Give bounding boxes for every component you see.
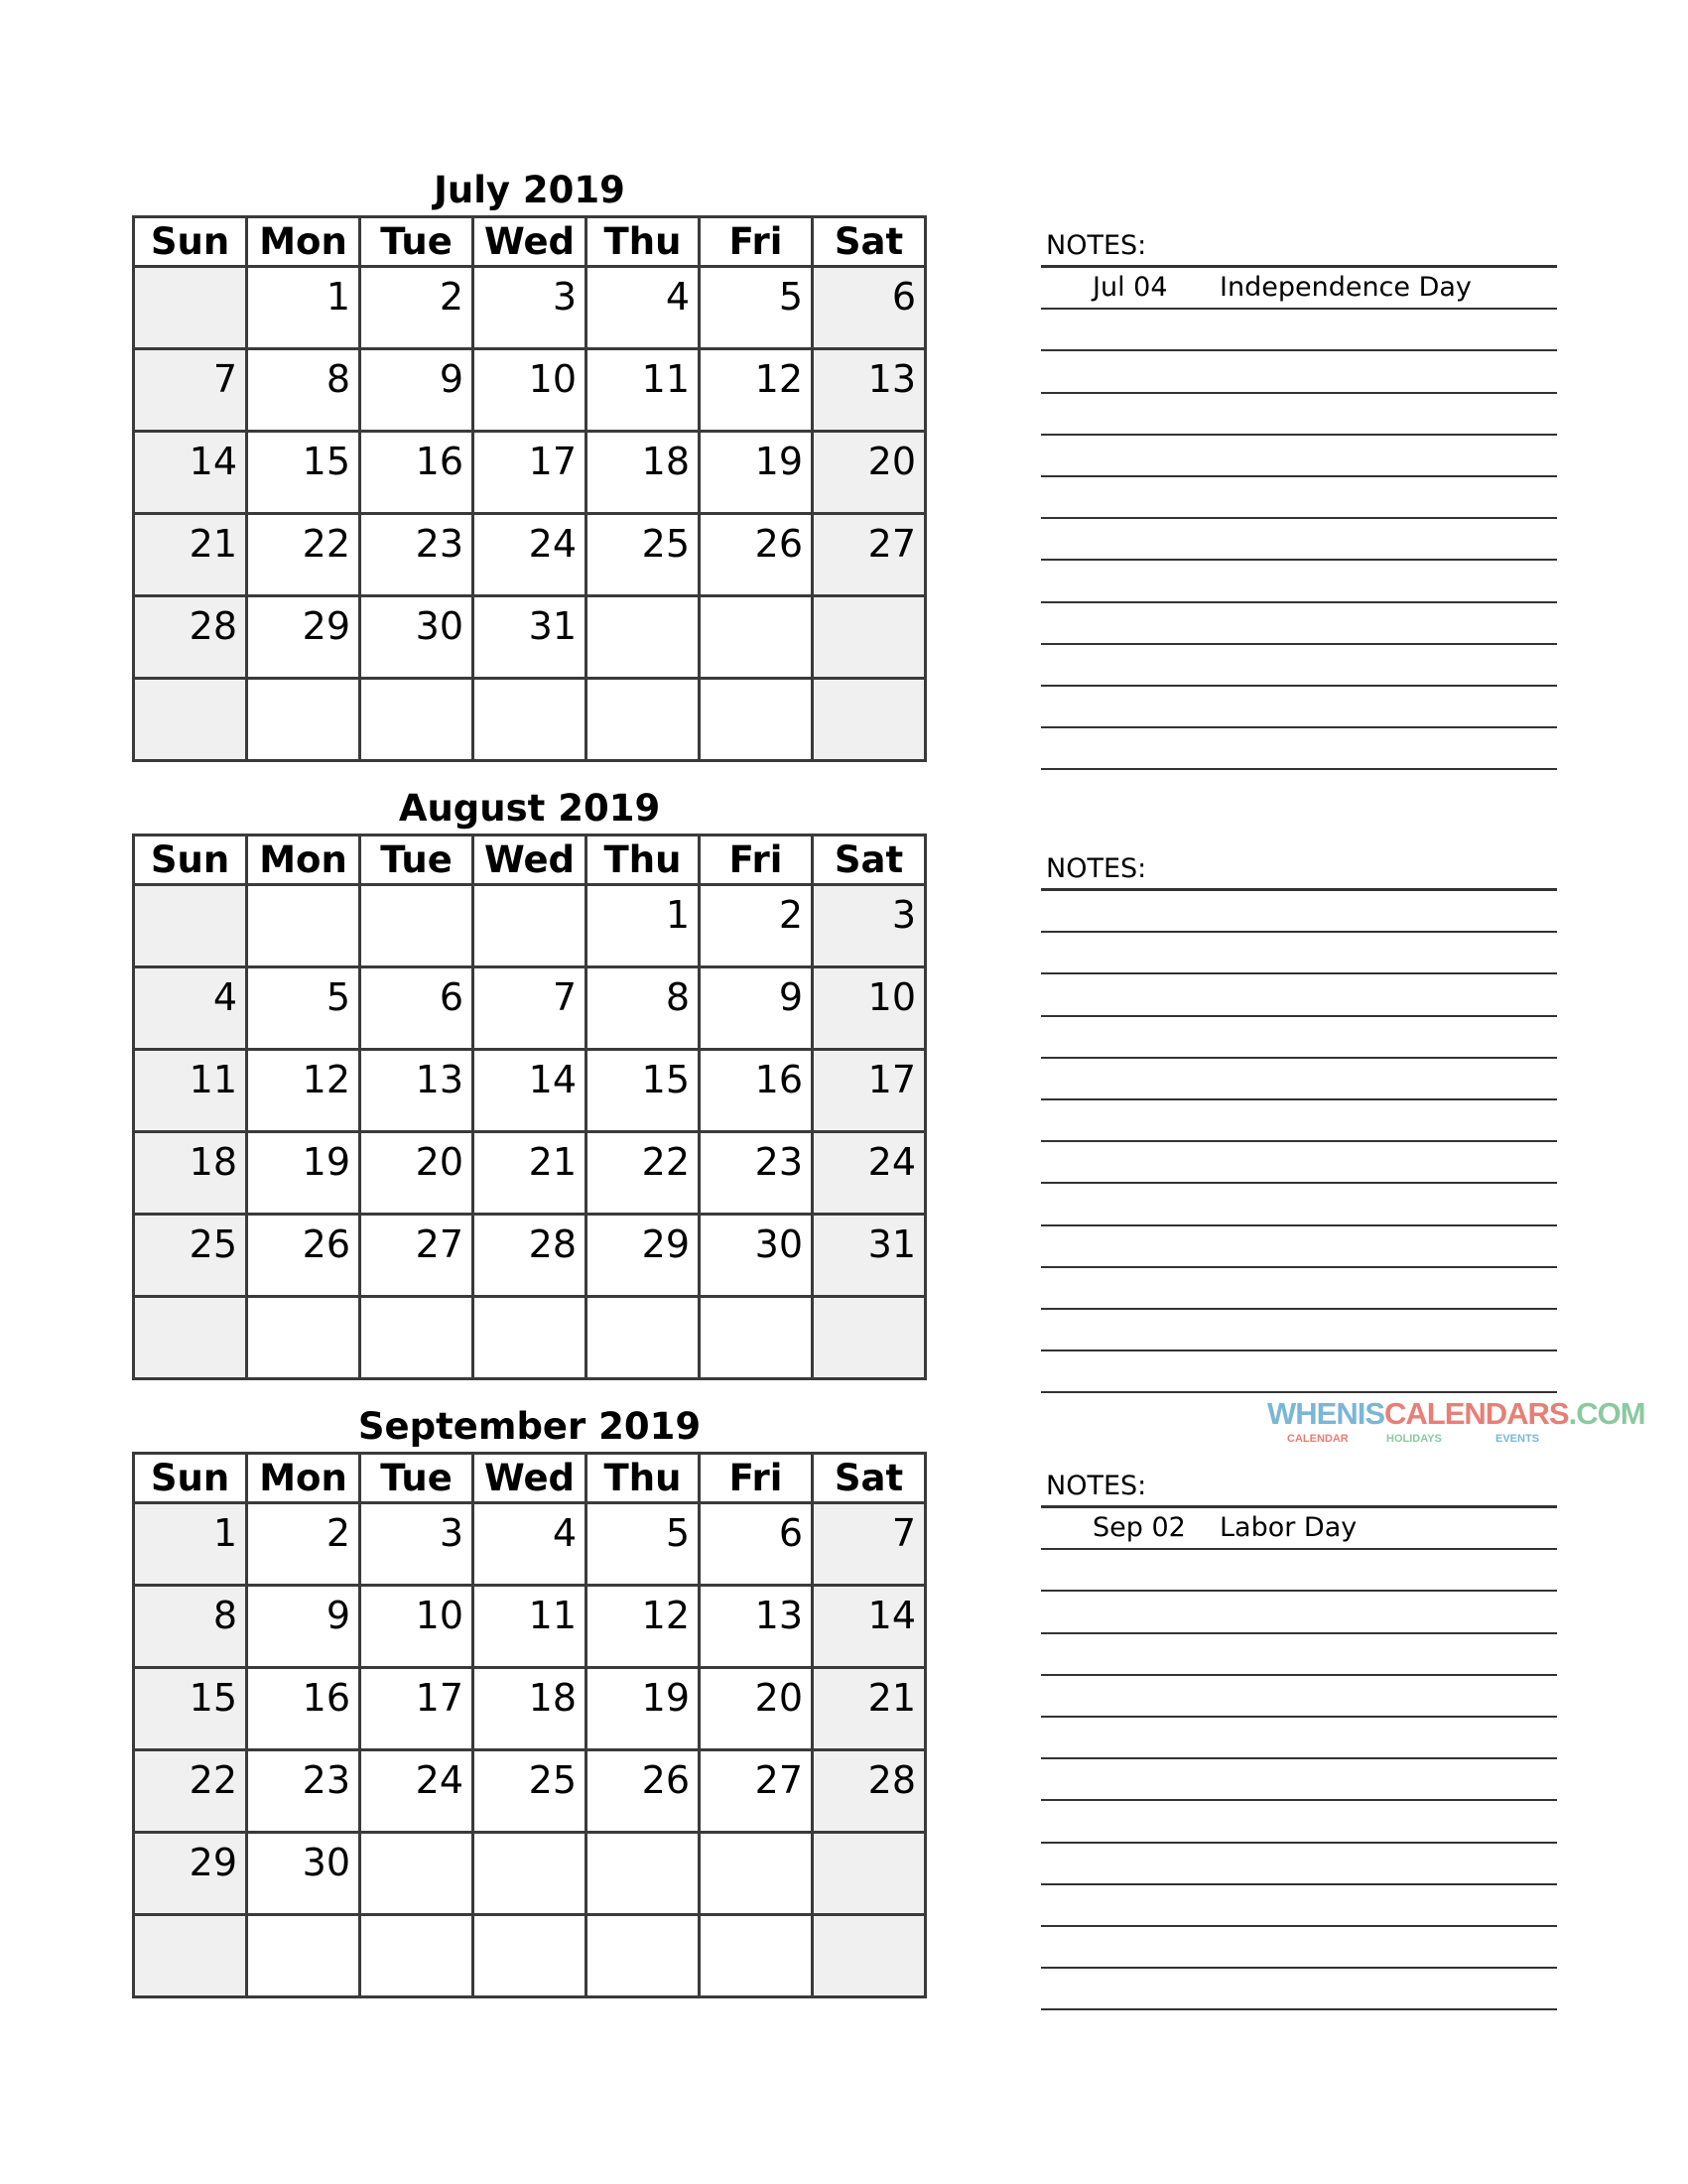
week-row <box>134 1586 926 1668</box>
day-cell: 17 <box>473 432 586 514</box>
day-cell: 8 <box>247 349 360 432</box>
notes-line[interactable] <box>1041 1802 1557 1844</box>
day-cell: 13 <box>813 349 926 432</box>
notes-label: NOTES: <box>1046 1471 1147 1501</box>
month-grid <box>132 215 927 762</box>
day-cell <box>586 1297 700 1379</box>
day-cell: 3 <box>473 267 586 349</box>
week-row <box>134 267 926 349</box>
day-cell <box>134 679 247 761</box>
day-cell: 19 <box>247 1132 360 1215</box>
day-cell: 21 <box>134 514 247 596</box>
day-cell: 8 <box>134 1586 247 1668</box>
notes-label: NOTES: <box>1046 853 1147 884</box>
day-cell <box>473 885 586 967</box>
notes-label: NOTES: <box>1046 230 1147 261</box>
day-cell: 24 <box>813 1132 926 1215</box>
day-cell: 26 <box>247 1215 360 1297</box>
notes-line[interactable] <box>1041 1059 1557 1100</box>
day-cell <box>247 1297 360 1379</box>
day-cell: 5 <box>247 967 360 1050</box>
day-cell: 10 <box>360 1586 473 1668</box>
notes-line[interactable] <box>1041 1142 1557 1184</box>
notes-line[interactable] <box>1041 519 1557 561</box>
day-cell: 20 <box>360 1132 473 1215</box>
day-cell: 5 <box>586 1503 700 1586</box>
day-cell: 11 <box>473 1586 586 1668</box>
weekday-header-row <box>134 1454 926 1503</box>
day-cell: 8 <box>586 967 700 1050</box>
week-row <box>134 1668 926 1750</box>
day-cell: 28 <box>134 596 247 679</box>
notes-line[interactable] <box>1041 687 1557 728</box>
weekday-header: Mon <box>247 835 360 885</box>
day-cell: 30 <box>247 1833 360 1915</box>
day-cell: 12 <box>586 1586 700 1668</box>
day-cell: 14 <box>473 1050 586 1132</box>
day-cell: 29 <box>247 596 360 679</box>
day-cell <box>700 1297 813 1379</box>
notes-line[interactable] <box>1041 310 1557 351</box>
notes-line[interactable] <box>1041 1718 1557 1759</box>
day-cell: 13 <box>700 1586 813 1668</box>
day-cell <box>360 1833 473 1915</box>
day-cell: 14 <box>813 1586 926 1668</box>
notes-line[interactable] <box>1041 603 1557 645</box>
day-cell: 24 <box>473 514 586 596</box>
notes-line[interactable] <box>1041 268 1557 310</box>
logo-sub-holidays: HOLIDAYS <box>1386 1433 1442 1445</box>
weekday-header: Wed <box>473 217 586 267</box>
week-row <box>134 349 926 432</box>
day-cell: 26 <box>586 1750 700 1833</box>
day-cell <box>813 1915 926 1997</box>
day-cell <box>813 596 926 679</box>
day-cell: 25 <box>586 514 700 596</box>
day-cell: 6 <box>360 967 473 1050</box>
week-row <box>134 1833 926 1915</box>
day-cell: 16 <box>247 1668 360 1750</box>
logo-part-whenis: WHENIS <box>1267 1396 1384 1431</box>
day-cell: 15 <box>134 1668 247 1750</box>
day-cell: 27 <box>700 1750 813 1833</box>
weekday-header: Tue <box>360 217 473 267</box>
week-row <box>134 1503 926 1586</box>
site-logo <box>1267 1396 1645 1447</box>
day-cell <box>360 1297 473 1379</box>
day-cell: 17 <box>813 1050 926 1132</box>
day-cell: 29 <box>586 1215 700 1297</box>
notes-line[interactable] <box>1041 1017 1557 1059</box>
notes-line[interactable] <box>1041 849 1557 891</box>
day-cell: 22 <box>247 514 360 596</box>
notes-line[interactable] <box>1041 1550 1557 1592</box>
week-row <box>134 885 926 967</box>
day-cell <box>473 1915 586 1997</box>
day-cell: 2 <box>247 1503 360 1586</box>
week-row <box>134 432 926 514</box>
weekday-header: Sat <box>813 217 926 267</box>
note-date: Sep 02 <box>1093 1512 1186 1544</box>
day-cell: 6 <box>700 1503 813 1586</box>
logo-part-calendars: CALENDARS <box>1384 1396 1569 1431</box>
weekday-header-row <box>134 835 926 885</box>
day-cell <box>360 679 473 761</box>
day-cell: 4 <box>134 967 247 1050</box>
day-cell: 18 <box>134 1132 247 1215</box>
day-cell: 2 <box>700 885 813 967</box>
notes-line[interactable] <box>1041 975 1557 1017</box>
day-cell <box>813 1833 926 1915</box>
notes-line[interactable] <box>1041 728 1557 770</box>
week-row <box>134 596 926 679</box>
day-cell <box>700 1833 813 1915</box>
notes-line[interactable] <box>1041 933 1557 974</box>
day-cell: 2 <box>360 267 473 349</box>
day-cell: 18 <box>586 432 700 514</box>
weekday-header: Sun <box>134 1454 247 1503</box>
notes-line[interactable] <box>1041 1351 1557 1393</box>
logo-part-com: .COM <box>1568 1396 1645 1431</box>
weekday-header: Tue <box>360 1454 473 1503</box>
notes-line[interactable] <box>1041 436 1557 477</box>
day-cell: 9 <box>360 349 473 432</box>
week-row <box>134 514 926 596</box>
notes-line[interactable] <box>1041 1508 1557 1550</box>
day-cell <box>134 267 247 349</box>
day-cell <box>586 679 700 761</box>
week-row <box>134 1132 926 1215</box>
notes-line[interactable] <box>1041 1885 1557 1927</box>
day-cell: 1 <box>586 885 700 967</box>
day-cell: 31 <box>473 596 586 679</box>
notes-line[interactable] <box>1041 1634 1557 1676</box>
notes-line[interactable] <box>1041 1467 1557 1508</box>
notes-line[interactable] <box>1041 1185 1557 1226</box>
notes-line[interactable] <box>1041 226 1557 268</box>
day-cell: 9 <box>700 967 813 1050</box>
day-cell <box>813 1297 926 1379</box>
day-cell <box>586 596 700 679</box>
day-cell: 28 <box>473 1215 586 1297</box>
weekday-header: Mon <box>247 1454 360 1503</box>
week-row <box>134 679 926 761</box>
weekday-header: Sat <box>813 1454 926 1503</box>
day-cell <box>247 885 360 967</box>
month-title: August 2019 <box>398 787 661 830</box>
day-cell: 15 <box>247 432 360 514</box>
note-text: Labor Day <box>1220 1512 1358 1544</box>
day-cell <box>586 1833 700 1915</box>
week-row <box>134 1215 926 1297</box>
day-cell: 13 <box>360 1050 473 1132</box>
day-cell: 21 <box>813 1668 926 1750</box>
notes-line[interactable] <box>1041 1676 1557 1718</box>
day-cell: 5 <box>700 267 813 349</box>
day-cell: 7 <box>134 349 247 432</box>
day-cell <box>813 679 926 761</box>
day-cell <box>360 885 473 967</box>
day-cell: 20 <box>700 1668 813 1750</box>
day-cell: 7 <box>813 1503 926 1586</box>
notes-line[interactable] <box>1041 891 1557 933</box>
week-row <box>134 1750 926 1833</box>
day-cell: 27 <box>813 514 926 596</box>
day-cell: 28 <box>813 1750 926 1833</box>
day-cell: 29 <box>134 1833 247 1915</box>
weekday-header: Thu <box>586 835 700 885</box>
day-cell: 22 <box>134 1750 247 1833</box>
month-title: September 2019 <box>357 1405 702 1448</box>
day-cell <box>360 1915 473 1997</box>
day-cell <box>473 679 586 761</box>
weekday-header: Fri <box>700 1454 813 1503</box>
day-cell: 10 <box>813 967 926 1050</box>
notes-line[interactable] <box>1041 1100 1557 1142</box>
day-cell: 3 <box>813 885 926 967</box>
day-cell: 6 <box>813 267 926 349</box>
notes-line[interactable] <box>1041 1310 1557 1351</box>
week-row <box>134 1297 926 1379</box>
day-cell <box>473 1297 586 1379</box>
day-cell <box>700 596 813 679</box>
day-cell: 18 <box>473 1668 586 1750</box>
weekday-header: Thu <box>586 217 700 267</box>
weekday-header: Sat <box>813 835 926 885</box>
day-cell: 16 <box>700 1050 813 1132</box>
notes-line[interactable] <box>1041 1593 1557 1634</box>
day-cell <box>134 1915 247 1997</box>
weekday-header: Sun <box>134 217 247 267</box>
note-date: Jul 04 <box>1093 272 1168 304</box>
month-title: July 2019 <box>434 169 625 211</box>
weekday-header: Wed <box>473 835 586 885</box>
day-cell: 20 <box>813 432 926 514</box>
notes-line[interactable] <box>1041 1759 1557 1801</box>
week-row <box>134 1915 926 1997</box>
logo-sub-events: EVENTS <box>1495 1433 1540 1445</box>
weekday-header: Sun <box>134 835 247 885</box>
month-grid <box>132 1452 927 1998</box>
day-cell: 10 <box>473 349 586 432</box>
day-cell: 19 <box>700 432 813 514</box>
notes-line[interactable] <box>1041 394 1557 436</box>
day-cell: 27 <box>360 1215 473 1297</box>
day-cell: 11 <box>134 1050 247 1132</box>
day-cell: 15 <box>586 1050 700 1132</box>
day-cell <box>247 679 360 761</box>
notes-line[interactable] <box>1041 1927 1557 1969</box>
day-cell: 9 <box>247 1586 360 1668</box>
notes-line[interactable] <box>1041 645 1557 687</box>
day-cell: 1 <box>247 267 360 349</box>
day-cell <box>700 679 813 761</box>
day-cell: 17 <box>360 1668 473 1750</box>
day-cell: 30 <box>360 596 473 679</box>
logo-wordmark <box>1267 1397 1645 1431</box>
day-cell: 24 <box>360 1750 473 1833</box>
week-row <box>134 1050 926 1132</box>
note-text: Independence Day <box>1220 272 1472 304</box>
day-cell: 31 <box>813 1215 926 1297</box>
day-cell: 23 <box>700 1132 813 1215</box>
day-cell: 12 <box>700 349 813 432</box>
day-cell: 26 <box>700 514 813 596</box>
notes-line[interactable] <box>1041 1969 1557 2010</box>
day-cell: 14 <box>134 432 247 514</box>
day-cell: 25 <box>134 1215 247 1297</box>
day-cell <box>700 1915 813 1997</box>
weekday-header: Fri <box>700 835 813 885</box>
day-cell: 25 <box>473 1750 586 1833</box>
notes-line[interactable] <box>1041 1268 1557 1310</box>
weekday-header-row <box>134 217 926 267</box>
weekday-header: Fri <box>700 217 813 267</box>
day-cell <box>134 885 247 967</box>
day-cell <box>134 1297 247 1379</box>
weekday-header: Wed <box>473 1454 586 1503</box>
day-cell: 3 <box>360 1503 473 1586</box>
day-cell: 21 <box>473 1132 586 1215</box>
day-cell: 11 <box>586 349 700 432</box>
day-cell: 4 <box>473 1503 586 1586</box>
day-cell: 12 <box>247 1050 360 1132</box>
day-cell: 4 <box>586 267 700 349</box>
day-cell: 23 <box>360 514 473 596</box>
notes-line[interactable] <box>1041 352 1557 394</box>
weekday-header: Thu <box>586 1454 700 1503</box>
day-cell: 19 <box>586 1668 700 1750</box>
day-cell: 1 <box>134 1503 247 1586</box>
notes-line[interactable] <box>1041 562 1557 603</box>
logo-sub-calendar: CALENDAR <box>1287 1433 1349 1445</box>
day-cell: 7 <box>473 967 586 1050</box>
day-cell <box>473 1833 586 1915</box>
day-cell: 22 <box>586 1132 700 1215</box>
notes-line[interactable] <box>1041 1844 1557 1885</box>
day-cell: 23 <box>247 1750 360 1833</box>
month-grid <box>132 834 927 1380</box>
weekday-header: Tue <box>360 835 473 885</box>
day-cell <box>586 1915 700 1997</box>
week-row <box>134 967 926 1050</box>
day-cell: 30 <box>700 1215 813 1297</box>
day-cell <box>247 1915 360 1997</box>
day-cell: 16 <box>360 432 473 514</box>
weekday-header: Mon <box>247 217 360 267</box>
notes-line[interactable] <box>1041 1226 1557 1268</box>
notes-line[interactable] <box>1041 477 1557 519</box>
